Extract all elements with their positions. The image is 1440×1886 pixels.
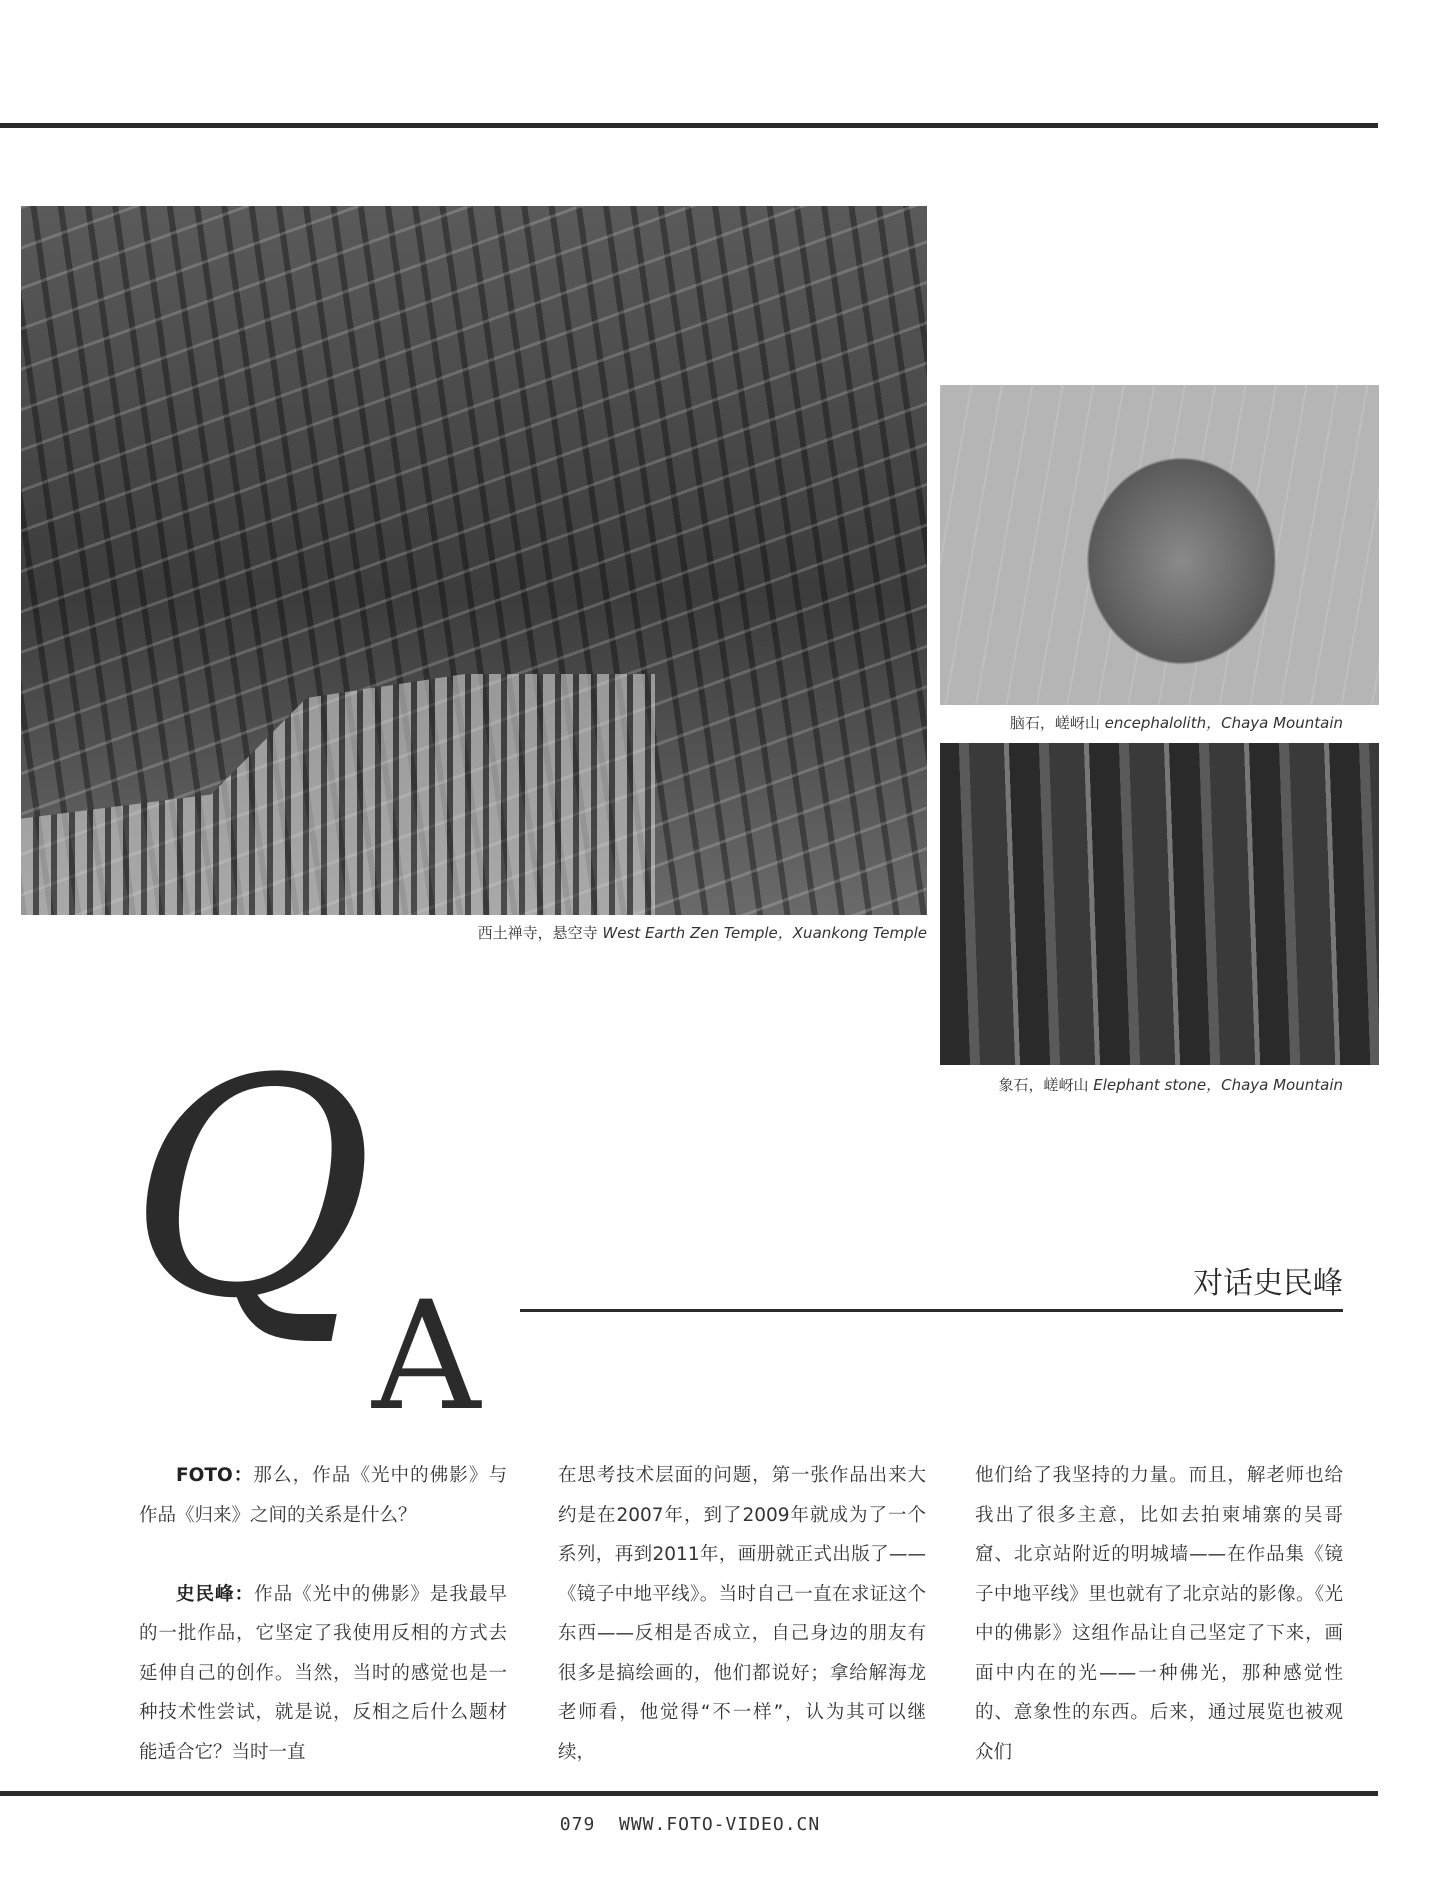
caption-elephant-photo (998, 1074, 1343, 1095)
caption-cn: 脑石，嵯岈山 (1009, 714, 1100, 732)
answer-text: 作品《光中的佛影》是我最早的一批作品，它坚定了我使用反相的方式去延伸自己的创作。当然，当时的感觉也是一种技术性尝试，就是说，反相之后什么题材能适合它？当时一直 (139, 1583, 507, 1763)
top-rule (0, 123, 1378, 128)
answer-text: 他们给了我坚持的力量。而且，解老师也给我出了很多主意，比如去拍柬埔寨的吴哥窟、北京站附近的明城墙——在作品集《镜子中地平线》里也就有了北京站的影像。《光中的佛影》这组作品让自己坚定了下来，画面中内在的光——一种佛光，那种感觉性的、意象性的东西。后来，通过展览也被观众们 (975, 1465, 1343, 1763)
article-column-1 (139, 1456, 507, 1772)
title-underline (520, 1309, 1343, 1312)
caption-main-photo (478, 922, 927, 943)
bottom-rule (0, 1791, 1378, 1796)
photo-west-earth-zen-temple (21, 206, 927, 915)
q-letter: Q (128, 1015, 374, 1364)
a-letter: A (372, 1270, 481, 1444)
article-column-3 (975, 1456, 1343, 1772)
answer-text: 在思考技术层面的问题，第一张作品出来大约是在2007年，到了2009年就成为了一个系列，再到2011年，画册就正式出版了——《镜子中地平线》。当时自己一直在求证这个东西——反相是否成立，自己身边的朋友有很多是搞绘画的，他们都说好；拿给解海龙老师看，他觉得“不一样”，认为其可以继续， (558, 1465, 926, 1763)
footer (0, 1814, 1380, 1835)
caption-en: encephalolith，Chaya Mountain (1104, 714, 1343, 732)
speaker-foto: FOTO： (176, 1465, 254, 1486)
article-column-2 (558, 1456, 926, 1772)
website-url: WWW.FOTO-VIDEO.CN (618, 1814, 821, 1835)
photo-encephalolith (940, 385, 1379, 705)
question-text: 那么，作品《光中的佛影》与作品《归来》之间的关系是什么？ (139, 1465, 507, 1526)
caption-cn: 象石，嵯岈山 (998, 1076, 1089, 1094)
section-title: 对话史民峰 (1193, 1266, 1343, 1301)
caption-en: West Earth Zen Temple，Xuankong Temple (602, 924, 927, 942)
page-number: 079 (559, 1814, 596, 1835)
speaker-shi-minfeng: 史民峰： (176, 1583, 255, 1605)
caption-en: Elephant stone，Chaya Mountain (1093, 1076, 1343, 1094)
photo-elephant-stone (940, 743, 1379, 1065)
caption-cn: 西土禅寺，悬空寺 (477, 924, 598, 942)
caption-brain-photo (1010, 712, 1343, 733)
